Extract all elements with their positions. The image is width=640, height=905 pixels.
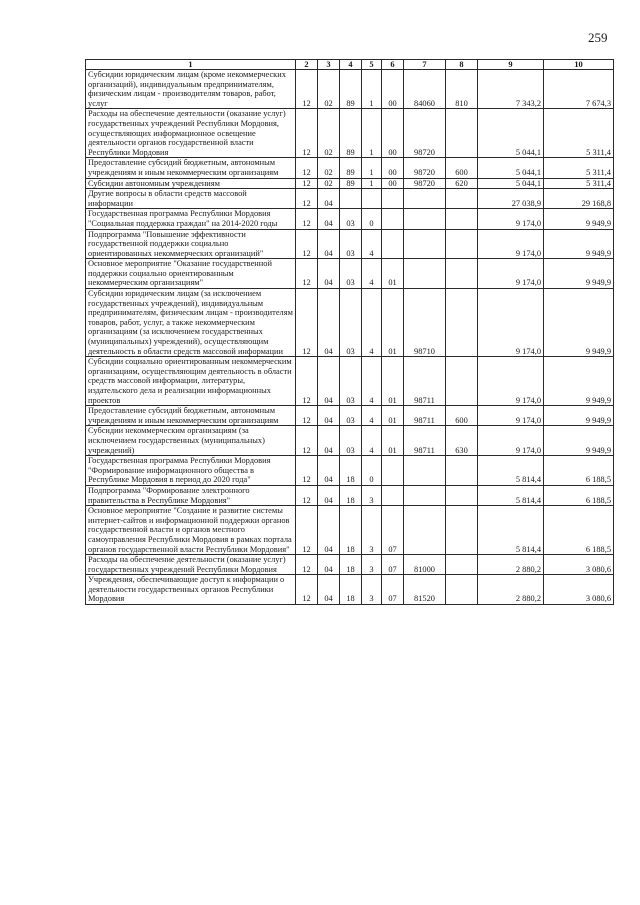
amount-2019-cell: 9 174,0	[478, 259, 544, 289]
amount-2020-cell: 9 949,9	[544, 406, 614, 426]
subsection-code-cell: 04	[318, 357, 340, 406]
column-header: 2	[296, 60, 318, 70]
subprogram-code-cell: 4	[362, 357, 382, 406]
program-code-cell: 18	[340, 555, 362, 575]
program-code-cell: 18	[340, 485, 362, 505]
subprogram-code-cell: 1	[362, 109, 382, 158]
column-header: 8	[446, 60, 478, 70]
section-code-cell: 12	[296, 259, 318, 289]
table-row	[86, 456, 614, 486]
column-header: 6	[382, 60, 404, 70]
table-row	[86, 109, 614, 158]
direction-code-cell: 98720	[404, 158, 446, 178]
table-row	[86, 555, 614, 575]
direction-code-cell: 98711	[404, 406, 446, 426]
row-name-cell: Субсидии юридическим лицам (за исключением государственных учреждений), индивидуальным предпринимателям, физическим лицам - производителям товаров, работ, услуг, а также некоммерческим организациям (за исключением государственных (муниципальных) учреждений), осуществляющим деятельность в области средств массовой информации	[86, 289, 296, 357]
expense-type-cell	[446, 209, 478, 229]
subsection-code-cell: 04	[318, 456, 340, 486]
event-code-cell	[382, 189, 404, 209]
row-name-cell: Предоставление субсидий бюджетным, автономным учреждениям и иным некоммерческим организациям	[86, 158, 296, 178]
subsection-code-cell: 04	[318, 406, 340, 426]
section-code-cell: 12	[296, 70, 318, 109]
subsection-code-cell: 02	[318, 109, 340, 158]
section-code-cell: 12	[296, 109, 318, 158]
event-code-cell: 01	[382, 406, 404, 426]
table-header-row	[86, 60, 614, 70]
amount-2019-cell: 27 038,9	[478, 189, 544, 209]
section-code-cell: 12	[296, 229, 318, 259]
amount-2019-cell: 9 174,0	[478, 289, 544, 357]
subprogram-code-cell: 3	[362, 506, 382, 555]
subprogram-code-cell	[362, 189, 382, 209]
amount-2020-cell: 9 949,9	[544, 259, 614, 289]
amount-2019-cell: 9 174,0	[478, 209, 544, 229]
subsection-code-cell: 02	[318, 178, 340, 189]
program-code-cell: 03	[340, 259, 362, 289]
direction-code-cell	[404, 229, 446, 259]
subsection-code-cell: 04	[318, 189, 340, 209]
row-name-cell: Расходы на обеспечение деятельности (оказание услуг) государственных учреждений Республики Мордовия	[86, 555, 296, 575]
row-name-cell: Субсидии автономным учреждениям	[86, 178, 296, 189]
subprogram-code-cell: 3	[362, 575, 382, 605]
amount-2019-cell: 5 814,4	[478, 456, 544, 486]
program-code-cell	[340, 189, 362, 209]
direction-code-cell: 98710	[404, 289, 446, 357]
subsection-code-cell: 02	[318, 70, 340, 109]
table-row	[86, 506, 614, 555]
subprogram-code-cell: 0	[362, 209, 382, 229]
subprogram-code-cell: 3	[362, 485, 382, 505]
event-code-cell	[382, 229, 404, 259]
amount-2020-cell: 5 311,4	[544, 109, 614, 158]
program-code-cell: 03	[340, 426, 362, 456]
expense-type-cell	[446, 456, 478, 486]
direction-code-cell: 98711	[404, 426, 446, 456]
row-name-cell: Подпрограмма "Формирование электронного правительства в Республике Мордовия"	[86, 485, 296, 505]
event-code-cell: 07	[382, 506, 404, 555]
direction-code-cell: 81000	[404, 555, 446, 575]
subprogram-code-cell: 1	[362, 158, 382, 178]
section-code-cell: 12	[296, 189, 318, 209]
page-number: 259	[588, 30, 608, 45]
amount-2019-cell: 9 174,0	[478, 229, 544, 259]
amount-2020-cell: 7 674,3	[544, 70, 614, 109]
table-row	[86, 289, 614, 357]
event-code-cell: 07	[382, 575, 404, 605]
section-code-cell: 12	[296, 456, 318, 486]
table-row	[86, 70, 614, 109]
event-code-cell	[382, 209, 404, 229]
program-code-cell: 89	[340, 178, 362, 189]
amount-2019-cell: 9 174,0	[478, 357, 544, 406]
row-name-cell: Государственная программа Республики Мордовия "Формирование информационного общества в Республике Мордовия в период до 2020 года"	[86, 456, 296, 486]
subsection-code-cell: 04	[318, 485, 340, 505]
amount-2020-cell: 9 949,9	[544, 289, 614, 357]
program-code-cell: 03	[340, 209, 362, 229]
section-code-cell: 12	[296, 555, 318, 575]
section-code-cell: 12	[296, 357, 318, 406]
program-code-cell: 18	[340, 456, 362, 486]
expense-type-cell	[446, 109, 478, 158]
column-header: 10	[544, 60, 614, 70]
program-code-cell: 89	[340, 109, 362, 158]
budget-table	[85, 59, 614, 605]
amount-2019-cell: 5 814,4	[478, 506, 544, 555]
event-code-cell: 00	[382, 109, 404, 158]
table-row	[86, 259, 614, 289]
amount-2020-cell: 6 188,5	[544, 506, 614, 555]
column-header: 3	[318, 60, 340, 70]
amount-2020-cell: 9 949,9	[544, 426, 614, 456]
table-row	[86, 209, 614, 229]
direction-code-cell	[404, 189, 446, 209]
program-code-cell: 18	[340, 506, 362, 555]
expense-type-cell	[446, 357, 478, 406]
table-row	[86, 158, 614, 178]
column-header: 9	[478, 60, 544, 70]
row-name-cell: Субсидии некоммерческим организациям (за исключением государственных (муниципальных) учреждений)	[86, 426, 296, 456]
direction-code-cell	[404, 506, 446, 555]
column-header: 1	[86, 60, 296, 70]
table-row	[86, 229, 614, 259]
amount-2020-cell: 9 949,9	[544, 357, 614, 406]
expense-type-cell: 600	[446, 158, 478, 178]
expense-type-cell: 620	[446, 178, 478, 189]
subprogram-code-cell: 4	[362, 426, 382, 456]
program-code-cell: 18	[340, 575, 362, 605]
program-code-cell: 03	[340, 357, 362, 406]
subprogram-code-cell: 1	[362, 178, 382, 189]
subprogram-code-cell: 4	[362, 229, 382, 259]
section-code-cell: 12	[296, 506, 318, 555]
amount-2019-cell: 5 044,1	[478, 109, 544, 158]
subsection-code-cell: 04	[318, 555, 340, 575]
direction-code-cell	[404, 485, 446, 505]
expense-type-cell	[446, 289, 478, 357]
table-row	[86, 426, 614, 456]
table-row	[86, 357, 614, 406]
amount-2020-cell: 3 080,6	[544, 555, 614, 575]
section-code-cell: 12	[296, 289, 318, 357]
table-row	[86, 485, 614, 505]
subsection-code-cell: 04	[318, 209, 340, 229]
event-code-cell: 01	[382, 289, 404, 357]
row-name-cell: Расходы на обеспечение деятельности (оказание услуг) государственных учреждений Республики Мордовия, осуществляющих информационное освещение деятельности органов государственной власти Республики Мордовия	[86, 109, 296, 158]
section-code-cell: 12	[296, 158, 318, 178]
amount-2019-cell: 2 880,2	[478, 575, 544, 605]
program-code-cell: 03	[340, 406, 362, 426]
expense-type-cell: 630	[446, 426, 478, 456]
amount-2019-cell: 5 814,4	[478, 485, 544, 505]
row-name-cell: Субсидии юридическим лицам (кроме некоммерческих организаций), индивидуальным предпринимателям, физическим лицам - производителям товаров, работ, услуг	[86, 70, 296, 109]
subprogram-code-cell: 1	[362, 70, 382, 109]
program-code-cell: 03	[340, 229, 362, 259]
expense-type-cell	[446, 575, 478, 605]
event-code-cell	[382, 456, 404, 486]
event-code-cell: 01	[382, 259, 404, 289]
subsection-code-cell: 02	[318, 158, 340, 178]
direction-code-cell: 81520	[404, 575, 446, 605]
subprogram-code-cell: 3	[362, 555, 382, 575]
table-row	[86, 406, 614, 426]
column-header: 4	[340, 60, 362, 70]
amount-2019-cell: 5 044,1	[478, 158, 544, 178]
event-code-cell: 00	[382, 178, 404, 189]
event-code-cell	[382, 485, 404, 505]
amount-2019-cell: 9 174,0	[478, 426, 544, 456]
expense-type-cell	[446, 229, 478, 259]
program-code-cell: 89	[340, 70, 362, 109]
direction-code-cell	[404, 456, 446, 486]
amount-2020-cell: 3 080,6	[544, 575, 614, 605]
event-code-cell: 01	[382, 357, 404, 406]
amount-2019-cell: 7 343,2	[478, 70, 544, 109]
subsection-code-cell: 04	[318, 426, 340, 456]
direction-code-cell: 98720	[404, 178, 446, 189]
subsection-code-cell: 04	[318, 229, 340, 259]
amount-2020-cell: 29 168,8	[544, 189, 614, 209]
direction-code-cell	[404, 209, 446, 229]
column-header: 7	[404, 60, 446, 70]
amount-2019-cell: 5 044,1	[478, 178, 544, 189]
expense-type-cell: 810	[446, 70, 478, 109]
amount-2020-cell: 5 311,4	[544, 178, 614, 189]
program-code-cell: 89	[340, 158, 362, 178]
amount-2020-cell: 9 949,9	[544, 229, 614, 259]
event-code-cell: 07	[382, 555, 404, 575]
row-name-cell: Основное мероприятие "Оказание государственной поддержки социально ориентированным некоммерческим организациям"	[86, 259, 296, 289]
row-name-cell: Основное мероприятие "Создание и развитие системы интернет-сайтов и информационной поддержки органов государственной власти и органов местного самоуправления Республики Мордовия в рамках портала органов государственной власти Республики Мордовия"	[86, 506, 296, 555]
expense-type-cell: 600	[446, 406, 478, 426]
row-name-cell: Другие вопросы в области средств массовой информации	[86, 189, 296, 209]
expense-type-cell	[446, 259, 478, 289]
amount-2020-cell: 9 949,9	[544, 209, 614, 229]
subprogram-code-cell: 4	[362, 406, 382, 426]
expense-type-cell	[446, 506, 478, 555]
amount-2019-cell: 9 174,0	[478, 406, 544, 426]
section-code-cell: 12	[296, 209, 318, 229]
amount-2020-cell: 5 311,4	[544, 158, 614, 178]
direction-code-cell: 98711	[404, 357, 446, 406]
amount-2020-cell: 6 188,5	[544, 456, 614, 486]
direction-code-cell: 98720	[404, 109, 446, 158]
row-name-cell: Предоставление субсидий бюджетным, автономным учреждениям и иным некоммерческим организациям	[86, 406, 296, 426]
direction-code-cell: 84060	[404, 70, 446, 109]
row-name-cell: Учреждения, обеспечивающие доступ к информации о деятельности государственных органов Республики Мордовия	[86, 575, 296, 605]
section-code-cell: 12	[296, 485, 318, 505]
event-code-cell: 00	[382, 70, 404, 109]
subsection-code-cell: 04	[318, 575, 340, 605]
subprogram-code-cell: 4	[362, 289, 382, 357]
expense-type-cell	[446, 189, 478, 209]
subprogram-code-cell: 4	[362, 259, 382, 289]
column-header: 5	[362, 60, 382, 70]
direction-code-cell	[404, 259, 446, 289]
table-row	[86, 178, 614, 189]
subsection-code-cell: 04	[318, 289, 340, 357]
table-row	[86, 575, 614, 605]
section-code-cell: 12	[296, 426, 318, 456]
section-code-cell: 12	[296, 406, 318, 426]
amount-2019-cell: 2 880,2	[478, 555, 544, 575]
section-code-cell: 12	[296, 575, 318, 605]
program-code-cell: 03	[340, 289, 362, 357]
amount-2020-cell: 6 188,5	[544, 485, 614, 505]
subprogram-code-cell: 0	[362, 456, 382, 486]
expense-type-cell	[446, 485, 478, 505]
row-name-cell: Государственная программа Республики Мордовия "Социальная поддержка граждан" на 2014-2020 годы	[86, 209, 296, 229]
table-row	[86, 189, 614, 209]
subsection-code-cell: 04	[318, 506, 340, 555]
section-code-cell: 12	[296, 178, 318, 189]
row-name-cell: Субсидии социально ориентированным некоммерческим организациям, осуществляющим деятельность в области средств массовой информации, литературы, издательского дела и реализации информационных проектов	[86, 357, 296, 406]
event-code-cell: 01	[382, 426, 404, 456]
subsection-code-cell: 04	[318, 259, 340, 289]
event-code-cell: 00	[382, 158, 404, 178]
row-name-cell: Подпрограмма "Повышение эффективности государственной поддержки социально ориентированных некоммерческих организаций"	[86, 229, 296, 259]
expense-type-cell	[446, 555, 478, 575]
